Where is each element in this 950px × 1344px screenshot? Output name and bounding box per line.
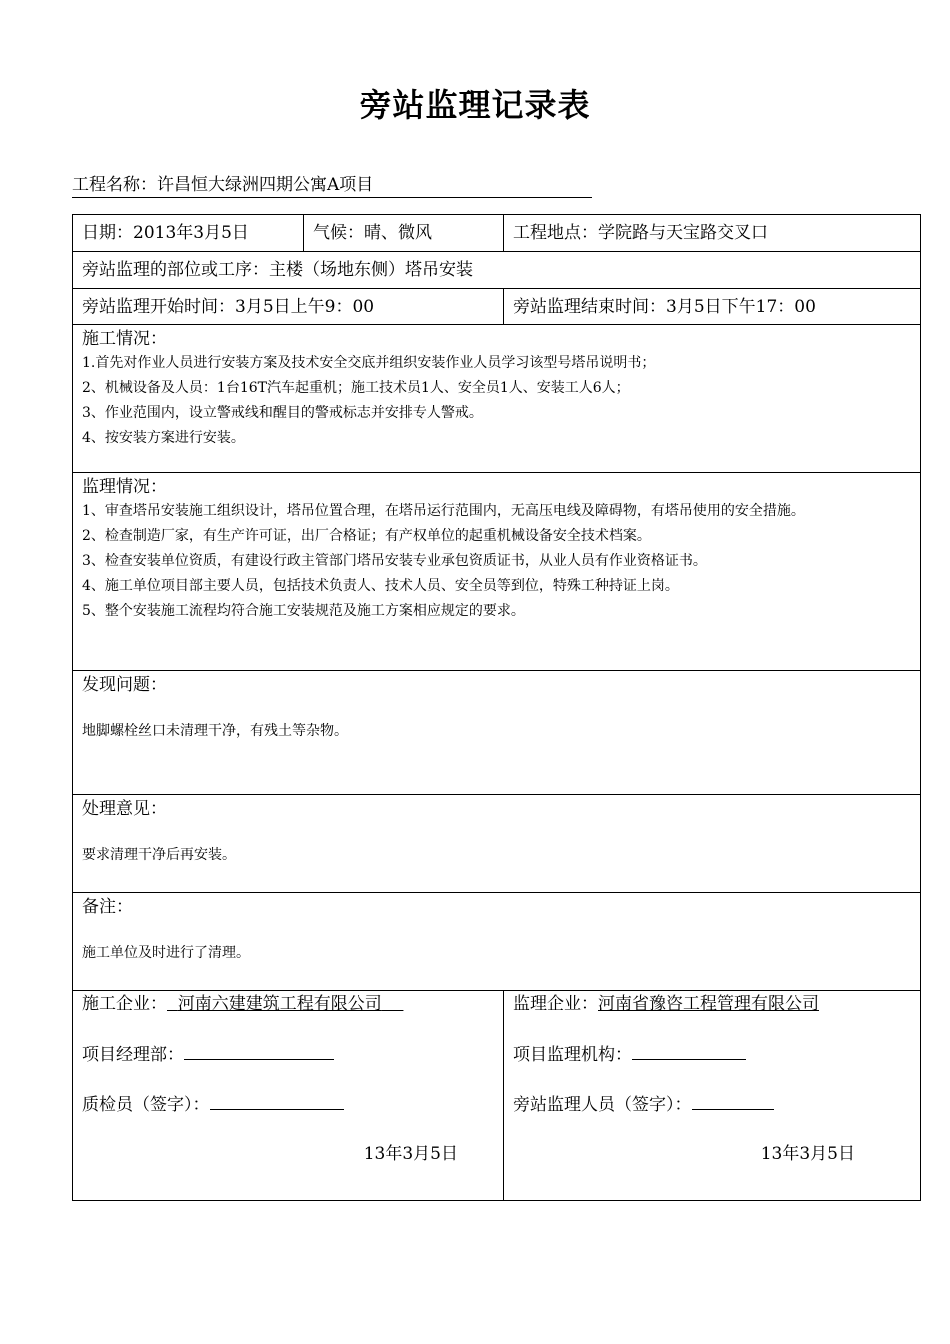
start-time-cell: 旁站监理开始时间：3月5日上午9：00 <box>73 289 504 325</box>
construction-line: 1.首先对作业人员进行安装方案及技术安全交底并组织安装作业人员学习该型号塔吊说明书； <box>82 355 656 371</box>
supervision-title: 监理情况： <box>82 477 167 497</box>
end-time-cell: 旁站监理结束时间：3月5日下午17：00 <box>504 289 921 325</box>
record-form-table <box>72 214 921 1201</box>
opinion-section <box>73 795 921 893</box>
part-cell: 旁站监理的部位或工序：主楼（场地东侧）塔吊安装 <box>73 252 921 289</box>
inspector-signature-blank <box>210 1091 344 1110</box>
project-name-line <box>72 170 592 198</box>
site-supervisor-label: 旁站监理人员（签字）： <box>513 1095 692 1115</box>
construction-line: 3、作业范围内，设立警戒线和醒目的警戒标志并安排专人警戒。 <box>82 405 483 421</box>
project-name-label: 工程名称： <box>72 175 157 195</box>
project-name-value: 许昌恒大绿洲四期公寓A项目 <box>157 175 374 195</box>
issues-text: 地脚螺栓丝口未清理干净，有残土等杂物。 <box>82 723 348 739</box>
remarks-section <box>73 893 921 991</box>
supervision-org-blank <box>632 1041 746 1060</box>
weather-cell: 气候：晴、微风 <box>304 215 504 252</box>
remarks-text: 施工单位及时进行了清理。 <box>82 945 250 961</box>
project-manager-line <box>82 1041 494 1091</box>
remarks-title: 备注： <box>82 897 133 917</box>
issues-section <box>73 671 921 795</box>
page-title: 旁站监理记录表 <box>359 86 591 124</box>
contractor-sign-block <box>73 991 504 1201</box>
site-supervisor-line <box>513 1091 911 1141</box>
contractor-company-line <box>82 991 494 1041</box>
supervision-line: 4、施工单位项目部主要人员，包括技术负责人、技术人员、安全员等到位，特殊工种持证上岗。 <box>82 578 679 594</box>
opinion-title: 处理意见： <box>82 799 167 819</box>
construction-section <box>73 325 921 473</box>
supervision-line: 1、审查塔吊安装施工组织设计，塔吊位置合理，在塔吊运行范围内，无高压电线及障碍物，有塔吊使用的安全措施。 <box>82 503 805 519</box>
date-cell: 日期：2013年3月5日 <box>73 215 304 252</box>
supervisor-company-value: 河南省豫咨工程管理有限公司 <box>598 994 819 1014</box>
supervisor-company-label: 监理企业： <box>513 994 598 1014</box>
supervisor-date: 13年3月5日 <box>760 1144 855 1164</box>
contractor-company-value: 河南六建建筑工程有限公司 <box>177 994 382 1014</box>
supervision-line: 2、检查制造厂家，有生产许可证，出厂合格证；有产权单位的起重机械设备安全技术档案。 <box>82 528 651 544</box>
inspector-label: 质检员（签字）： <box>82 1095 210 1115</box>
construction-line: 4、按安装方案进行安装。 <box>82 430 245 446</box>
contractor-date: 13年3月5日 <box>363 1144 458 1164</box>
project-manager-label: 项目经理部： <box>82 1045 184 1065</box>
supervision-org-label: 项目监理机构： <box>513 1045 632 1065</box>
site-supervisor-signature-blank <box>692 1091 774 1110</box>
supervisor-sign-block <box>504 991 921 1201</box>
supervision-org-line <box>513 1041 911 1091</box>
issues-title: 发现问题： <box>82 675 167 695</box>
location-cell: 工程地点：学院路与天宝路交叉口 <box>504 215 921 252</box>
construction-line: 2、机械设备及人员：1台16T汽车起重机；施工技术员1人、安全员1人、安装工人6人； <box>82 380 630 396</box>
supervision-line: 3、检查安装单位资质，有建设行政主管部门塔吊安装专业承包资质证书，从业人员有作业资格证书。 <box>82 553 707 569</box>
project-manager-blank <box>184 1041 334 1060</box>
supervision-section <box>73 473 921 671</box>
contractor-company-label: 施工企业： <box>82 994 167 1014</box>
supervisor-company-line <box>513 991 911 1041</box>
project-name-field <box>72 170 592 198</box>
inspector-line <box>82 1091 494 1141</box>
opinion-text: 要求清理干净后再安装。 <box>82 847 236 863</box>
construction-title: 施工情况： <box>82 329 167 349</box>
supervision-line: 5、整个安装施工流程均符合施工安装规范及施工方案相应规定的要求。 <box>82 603 525 619</box>
